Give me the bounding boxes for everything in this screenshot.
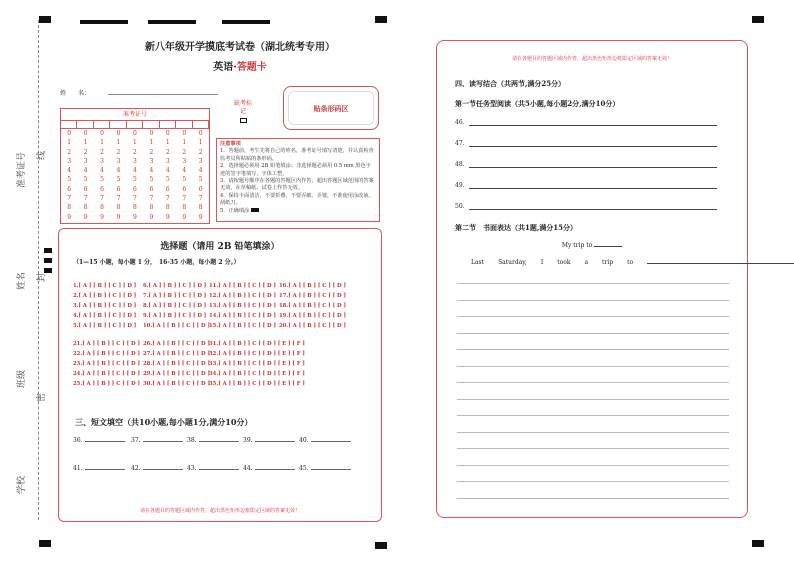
part2-title: 第二节 书面表达（共1题,满分15分） [455,223,578,232]
subject-prefix: 英语 [213,62,234,73]
exam-id-digit[interactable]: 8 [133,204,137,212]
writing-line[interactable] [457,399,729,400]
timing-mark [39,16,51,23]
binding-school: 学校 [17,475,27,494]
fill-blank-line[interactable] [85,469,125,470]
choice-question-7[interactable]: 7.[ A ] [ B ] [ C ] [ D ] [143,293,207,299]
exam-id-digit[interactable]: 3 [165,157,170,165]
notes-item: 1．答题前，考生先将自己的姓名，准考证号填写清楚，并认真检查监考员所粘贴的条形码。 [220,148,374,162]
exam-id-column[interactable] [61,129,77,222]
trip-title-text: My trip to [561,242,593,249]
choice-question-21[interactable]: 21.[ A ] [ B ] [ C ] [ D ] [73,341,140,347]
exam-id-write-cell[interactable] [160,121,176,128]
reading-answer-line[interactable] [469,125,717,126]
exam-id-digit[interactable]: 4 [83,167,88,175]
exam-id-bubbles[interactable] [61,129,209,222]
exam-id-digit[interactable]: 9 [100,213,104,221]
fill-blank-42[interactable] [131,465,183,472]
exam-id-digit[interactable]: 4 [182,167,187,175]
binding-seal-char: 封 [37,272,47,282]
choice-question-34[interactable]: 34.[ A ] [ B ] [ C ] [ D ] [ E ] [ F ] [209,371,305,377]
writing-line[interactable] [457,448,729,449]
exam-id-digit[interactable]: 0 [67,130,72,137]
fill-blank-line[interactable] [199,469,239,470]
exam-id-digit[interactable]: 6 [198,185,203,193]
exam-id-digit[interactable]: 8 [67,204,72,212]
reading-answer-number: 50. [455,203,465,210]
choice-question-25[interactable]: 25.[ A ] [ B ] [ C ] [ D ] [73,381,140,387]
fill-blank-number: 41. [73,465,83,472]
timing-dash [148,20,196,24]
fill-blank-line[interactable] [255,441,295,442]
binding-line [38,20,39,520]
writing-line[interactable] [457,283,729,284]
reading-answer-line[interactable] [469,146,717,147]
exam-id-digit[interactable]: 4 [67,167,72,175]
choice-question-6[interactable]: 6.[ A ] [ B ] [ C ] [ D ] [143,283,207,289]
fill-blank-line[interactable] [85,441,125,442]
exam-id-digit[interactable]: 1 [116,139,121,147]
exam-id-digit[interactable]: 2 [133,148,137,156]
exam-id-digit[interactable]: 6 [67,185,72,193]
exam-id-digit[interactable]: 8 [165,204,170,212]
exam-id-digit[interactable]: 1 [182,139,187,147]
writing-line[interactable] [457,481,729,482]
subject-title [60,58,420,73]
choice-question-5[interactable]: 5.[ A ] [ B ] [ C ] [ D ] [73,323,137,329]
exam-id-digit[interactable]: 1 [83,139,88,147]
part1-title: 第一节任务型阅读（共5小题,每小题2分,满分10分） [455,99,620,108]
exam-id-digit[interactable]: 7 [133,195,137,203]
choice-question-8[interactable]: 8.[ A ] [ B ] [ C ] [ D ] [143,303,207,309]
notes-title: 注意事项 [220,141,241,147]
timing-mark [39,540,51,547]
exam-id-column[interactable] [143,129,159,222]
exam-id-digit[interactable]: 3 [182,157,187,165]
fill-blank-39[interactable] [243,437,295,444]
subject-suffix: 答题卡 [236,62,267,73]
exam-id-digit[interactable]: 5 [182,176,187,184]
exam-id-digit[interactable]: 4 [149,167,154,175]
notes-item: 2．选择题必须用 2B 铅笔填涂；非选择题必须用 0.5 mm 黑色字迹的签字笔填写，字体工整。 [220,163,371,177]
exam-id-column[interactable] [160,129,176,222]
exam-id-digit[interactable]: 2 [100,148,104,156]
absent-checkbox[interactable] [240,118,247,123]
exam-id-digit[interactable]: 8 [116,204,121,212]
trip-word: to [627,259,634,266]
exam-id-digit[interactable]: 2 [116,148,121,156]
exam-id-digit[interactable]: 7 [165,195,170,203]
choice-question-18[interactable]: 18.[ A ] [ B ] [ C ] [ D ] [279,303,346,309]
exam-id-digit[interactable]: 3 [149,157,154,165]
warning-left: 请在各题目的答题区域内作答，超出黑色矩形边框限定区域的答案无效！ [139,508,300,514]
exam-id-digit[interactable]: 7 [149,195,154,203]
fill-blank-line[interactable] [143,469,183,470]
answer-panel-right [436,40,748,518]
timing-dash [222,20,270,24]
exam-id-digit[interactable]: 4 [100,167,104,175]
exam-id-digit[interactable]: 9 [165,213,170,221]
exam-id-digit[interactable]: 6 [182,185,187,193]
exam-id-digit[interactable]: 6 [165,185,170,193]
choice-question-23[interactable]: 23.[ A ] [ B ] [ C ] [ D ] [73,361,140,367]
exam-id-digit[interactable]: 7 [67,195,72,203]
exam-id-write-cell[interactable] [143,121,159,128]
exam-id-digit[interactable]: 0 [100,130,104,137]
fill-blank-number: 38. [187,437,197,444]
writing-line[interactable] [457,382,729,383]
timing-mark [752,540,764,547]
choice-question-3[interactable]: 3.[ A ] [ B ] [ C ] [ D ] [73,303,137,309]
choice-question-9[interactable]: 9.[ A ] [ B ] [ C ] [ D ] [143,313,207,319]
exam-id-digit[interactable]: 5 [100,176,104,184]
choice-question-13[interactable]: 13.[ A ] [ B ] [ C ] [ D ] [209,303,276,309]
trip-word: Last [471,259,485,266]
choice-question-2[interactable]: 2.[ A ] [ B ] [ C ] [ D ] [73,293,137,299]
exam-id-digit[interactable]: 3 [133,157,137,165]
page-title: 新八年级开学摸底考试卷（湖北统考专用） [145,42,335,53]
exam-id-write-cell[interactable] [61,121,77,128]
exam-id-box[interactable] [60,108,210,224]
writing-line[interactable] [457,432,729,433]
choice-question-30[interactable]: 30.[ A ] [ B ] [ C ] [ D ] [143,381,210,387]
exam-id-digit[interactable]: 8 [198,204,203,212]
exam-id-digit[interactable]: 9 [182,213,187,221]
choice-question-11[interactable]: 11.[ A ] [ B ] [ C ] [ D ] [209,283,276,289]
exam-id-digit[interactable]: 8 [100,204,104,212]
choice-question-20[interactable]: 20.[ A ] [ B ] [ C ] [ D ] [279,323,346,329]
exam-id-digit[interactable]: 5 [116,176,121,184]
fill-blank-number: 40. [299,437,309,444]
reading-answer-line[interactable] [469,167,717,168]
exam-id-digit[interactable]: 2 [149,148,154,156]
exam-id-digit[interactable]: 6 [100,185,104,193]
binding-line-char: 线 [37,150,47,160]
reading-answer-number: 46. [455,119,465,126]
exam-id-digit[interactable]: 1 [133,139,137,147]
fill-blank-number: 45. [299,465,309,472]
exam-id-digit[interactable]: 3 [198,157,203,165]
exam-id-digit[interactable]: 2 [67,148,72,156]
fill-blank-41[interactable] [73,465,125,472]
exam-id-digit[interactable]: 0 [83,130,88,137]
fill-blank-number: 42. [131,465,141,472]
exam-id-write-cell[interactable] [110,121,126,128]
exam-id-column[interactable] [110,129,126,222]
exam-id-digit[interactable]: 9 [198,213,203,221]
exam-id-digit[interactable]: 2 [83,148,88,156]
choice-question-24[interactable]: 24.[ A ] [ B ] [ C ] [ D ] [73,371,140,377]
side-mark [44,248,52,253]
exam-id-digit[interactable]: 6 [83,185,88,193]
barcode-area [283,86,379,130]
exam-id-digit[interactable]: 5 [165,176,170,184]
exam-id-digit[interactable]: 2 [165,148,170,156]
exam-id-digit[interactable]: 1 [198,139,203,147]
fill-blank-43[interactable] [187,465,239,472]
reading-answer-line[interactable] [469,188,717,189]
fill-blank-line[interactable] [143,441,183,442]
choice-question-12[interactable]: 12.[ A ] [ B ] [ C ] [ D ] [209,293,276,299]
fill-blank-45[interactable] [299,465,351,472]
reading-answer-48[interactable] [455,161,465,168]
name-field[interactable] [60,88,218,97]
fill-blank-number: 37. [131,437,141,444]
exam-id-digit[interactable]: 8 [83,204,88,212]
reading-answer-number: 48. [455,161,465,168]
exam-id-digit[interactable]: 9 [116,213,121,221]
exam-id-digit[interactable]: 4 [133,167,137,175]
timing-dash [80,20,128,24]
reading-answer-46[interactable] [455,119,465,126]
binding-dense-char: 密 [37,392,47,402]
choice-question-1[interactable]: 1.[ A ] [ B ] [ C ] [ D ] [73,283,137,289]
exam-id-digit[interactable]: 1 [149,139,154,147]
exam-id-digit[interactable]: 0 [149,130,154,137]
timing-mark [375,542,387,549]
exam-id-title: 准考证号 [61,109,209,121]
writing-line[interactable] [457,300,729,301]
trip-word: I [540,259,544,266]
exam-id-column[interactable] [94,129,110,222]
exam-id-column[interactable] [127,129,143,222]
absent-mark[interactable] [232,100,254,126]
choice-subtitle: （1—15 小题，每小题 1 分， 16-35 小题，每小题 2 分。） [73,259,240,266]
exam-id-column[interactable] [193,129,209,222]
notes-box [216,138,380,222]
exam-id-digit[interactable]: 4 [198,167,203,175]
exam-id-digit[interactable]: 3 [116,157,121,165]
answer-panel-left [58,228,382,522]
choice-title: 选择题（请用 2B 铅笔填涂） [160,242,280,252]
trip-word: took [557,259,571,266]
fill-blank-number: 36. [73,437,83,444]
exam-id-digit[interactable]: 8 [149,204,154,212]
exam-id-digit[interactable]: 3 [100,157,104,165]
binding-exam-no: 准考证号 [17,151,27,188]
section4-title: 四、读写结合（共两节,满分25分） [455,79,566,88]
choice-question-22[interactable]: 22.[ A ] [ B ] [ C ] [ D ] [73,351,140,357]
exam-id-digit[interactable]: 4 [165,167,170,175]
exam-id-digit[interactable]: 2 [182,148,187,156]
subject-dot: · [233,62,237,73]
notes-item: 3．请按题号顺序在各题的答题区内作答，超出答题区域范围的答案无效，在草稿纸、试卷上作答无效。 [220,178,374,192]
fill-blank-40[interactable] [299,437,351,444]
exam-id-digit[interactable]: 9 [133,213,137,221]
reading-answer-number: 47. [455,140,465,147]
exam-id-digit[interactable]: 4 [116,167,121,175]
exam-id-digit[interactable]: 5 [198,176,203,184]
reading-answer-number: 49. [455,182,465,189]
writing-line[interactable] [457,333,729,334]
writing-line[interactable] [457,366,729,367]
reading-answer-49[interactable] [455,182,465,189]
trip-word: a [584,259,589,266]
choice-question-10[interactable]: 10.[ A ] [ B ] [ C ] [ D ] [143,323,210,329]
side-mark [44,258,52,263]
choice-question-33[interactable]: 33.[ A ] [ B ] [ C ] [ D ] [ E ] [ F ] [209,361,305,367]
fill-blank-line[interactable] [199,441,239,442]
fill-blank-38[interactable] [187,437,239,444]
trip-title-blank[interactable] [594,246,622,247]
binding-name: 姓名 [17,271,27,290]
trip-first-line[interactable] [471,259,794,266]
choice-question-28[interactable]: 28.[ A ] [ B ] [ C ] [ D ] [143,361,210,367]
exam-id-digit[interactable]: 2 [198,148,203,156]
exam-id-digit[interactable]: 1 [67,139,72,147]
exam-id-digit[interactable]: 7 [182,195,187,203]
exam-id-write-cell[interactable] [77,121,93,128]
barcode-label: 贴条形码区 [288,91,374,125]
writing-line[interactable] [457,415,729,416]
exam-id-digit[interactable]: 7 [83,195,88,203]
reading-answer-line[interactable] [469,209,717,210]
exam-id-digit[interactable]: 5 [133,176,137,184]
exam-id-digit[interactable]: 1 [165,139,170,147]
name-label: 姓 名： [60,90,91,97]
exam-id-digit[interactable]: 5 [83,176,88,184]
exam-id-digit[interactable]: 0 [198,130,203,137]
exam-id-digit[interactable]: 6 [133,185,137,193]
trip-title [437,242,747,249]
fill-blank-line[interactable] [311,441,351,442]
fill-blank-36[interactable] [73,437,125,444]
choice-question-19[interactable]: 19.[ A ] [ B ] [ C ] [ D ] [279,313,346,319]
fill-blank-number: 39. [243,437,253,444]
exam-id-digit[interactable]: 6 [149,185,154,193]
trip-first-blank[interactable] [647,263,794,264]
fill-blank-line[interactable] [255,469,295,470]
exam-id-digit[interactable]: 8 [182,204,187,212]
reading-answer-50[interactable] [455,203,465,210]
exam-id-write-cell[interactable] [94,121,110,128]
warning-right: 请在各题目的答题区域内作答，超出黑色矩形边框限定区域的答案无效！ [511,56,672,62]
exam-id-digit[interactable]: 7 [100,195,104,203]
exam-id-digit[interactable]: 6 [116,185,121,193]
notes-item: 4．保持卡面清洁，不要折叠、不要弄破、弄皱，不准使用涂改液、刮纸刀。 [220,192,374,207]
exam-id-digit[interactable]: 3 [83,157,88,165]
fill-blank-44[interactable] [243,465,295,472]
choice-question-16[interactable]: 16.[ A ] [ B ] [ C ] [ D ] [279,283,346,289]
writing-line[interactable] [457,465,729,466]
choice-question-29[interactable]: 29.[ A ] [ B ] [ C ] [ D ] [143,371,210,377]
fill-blank-number: 44. [243,465,253,472]
timing-mark [752,16,764,23]
choice-question-15[interactable]: 15.[ A ] [ B ] [ C ] [ D ] [209,323,276,329]
trip-word: trip [602,259,614,266]
filled-sample-icon [251,208,259,212]
exam-id-digit[interactable]: 3 [67,157,72,165]
exam-id-digit[interactable]: 0 [133,130,137,137]
exam-id-digit[interactable]: 9 [83,213,88,221]
fill-blank-37[interactable] [131,437,183,444]
exam-id-digit[interactable]: 5 [67,176,72,184]
choice-question-4[interactable]: 4.[ A ] [ B ] [ C ] [ D ] [73,313,137,319]
writing-line[interactable] [457,498,729,499]
exam-id-column[interactable] [77,129,93,222]
choice-question-31[interactable]: 31.[ A ] [ B ] [ C ] [ D ] [ E ] [ F ] [209,341,305,347]
exam-id-write-cell[interactable] [176,121,192,128]
exam-id-digit[interactable]: 7 [198,195,203,203]
fill-blank-line[interactable] [311,469,351,470]
choice-question-32[interactable]: 32.[ A ] [ B ] [ C ] [ D ] [ E ] [ F ] [209,351,305,357]
choice-question-27[interactable]: 27.[ A ] [ B ] [ C ] [ D ] [143,351,210,357]
exam-id-digit[interactable]: 0 [182,130,187,137]
fill-blank-number: 43. [187,465,197,472]
section3-title: 三、短文填空（共10小题,每小题1分,满分10分） [75,417,253,427]
exam-id-digit[interactable]: 7 [116,195,121,203]
exam-id-digit[interactable]: 5 [149,176,154,184]
trip-word: Saturday, [498,259,527,266]
notes-item: 5．正确填涂 [220,207,250,214]
exam-id-digit[interactable]: 0 [165,130,170,137]
exam-id-column[interactable] [176,129,192,222]
exam-id-write-cell[interactable] [193,121,209,128]
reading-answer-47[interactable] [455,140,465,147]
choice-question-26[interactable]: 26.[ A ] [ B ] [ C ] [ D ] [143,341,210,347]
timing-mark [375,16,387,23]
exam-id-digit[interactable]: 9 [67,213,72,221]
writing-line[interactable] [457,349,729,350]
exam-id-digit[interactable]: 0 [116,130,121,137]
choice-question-17[interactable]: 17.[ A ] [ B ] [ C ] [ D ] [279,293,346,299]
choice-question-14[interactable]: 14.[ A ] [ B ] [ C ] [ D ] [209,313,276,319]
exam-id-digit[interactable]: 9 [149,213,154,221]
exam-id-write-cell[interactable] [127,121,143,128]
absent-label: 缺考标记 [233,100,252,115]
writing-line[interactable] [457,316,729,317]
name-underline[interactable] [108,94,218,95]
exam-id-write-row[interactable] [61,121,209,129]
choice-question-35[interactable]: 35.[ A ] [ B ] [ C ] [ D ] [ E ] [ F ] [209,381,305,387]
binding-class: 班级 [17,369,27,388]
exam-id-digit[interactable]: 1 [100,139,104,147]
